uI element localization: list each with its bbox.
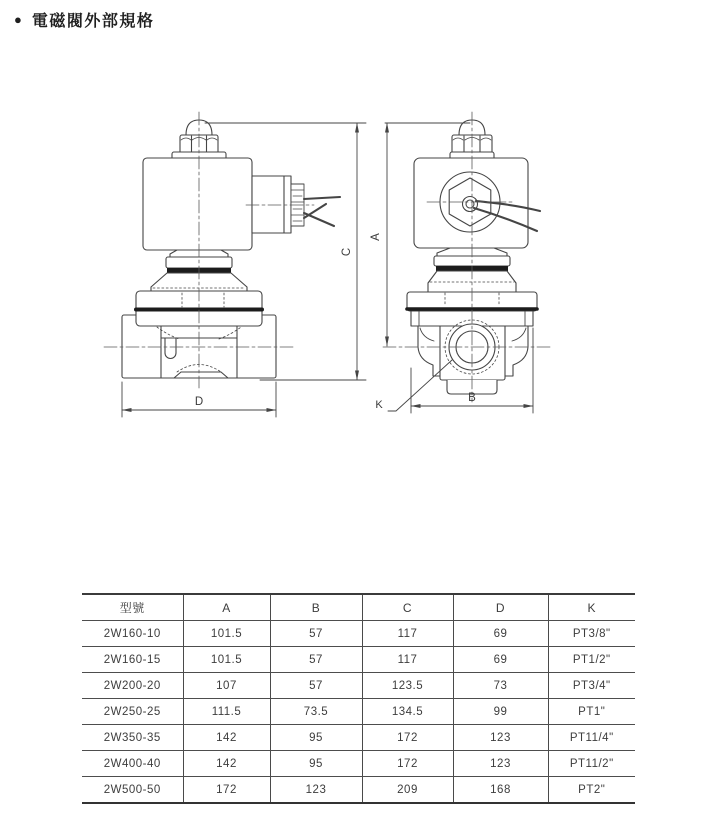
front-view	[370, 112, 552, 413]
table-cell: 123.5	[362, 673, 453, 699]
table-row	[82, 647, 635, 673]
table-row	[82, 751, 635, 777]
table-cell: 172	[362, 751, 453, 777]
table-cell: 111.5	[183, 699, 270, 725]
side-view	[104, 112, 366, 417]
bullet-icon: ●	[14, 12, 22, 27]
table-cell: 73.5	[270, 699, 362, 725]
page-title: 電磁閥外部規格	[31, 13, 155, 30]
table-cell: 57	[270, 673, 362, 699]
table-cell: PT11/4"	[548, 725, 635, 751]
model-cell: 2W350-35	[82, 725, 183, 751]
dim-label-c: C	[341, 247, 353, 257]
cable-connector	[252, 176, 340, 233]
table-row	[82, 725, 635, 751]
model-cell: 2W160-15	[82, 647, 183, 673]
table-cell: PT1"	[548, 699, 635, 725]
table-cell: PT3/8"	[548, 621, 635, 647]
dim-label-b: B	[468, 392, 476, 404]
header-model: 型號	[82, 594, 183, 621]
table-cell: 209	[362, 777, 453, 804]
table-cell: 57	[270, 647, 362, 673]
table-cell: 123	[270, 777, 362, 804]
table-cell: PT2"	[578, 783, 606, 796]
header-a: A	[183, 594, 270, 621]
dim-label-k: K	[375, 399, 383, 411]
table-cell: 99	[453, 699, 548, 725]
table-cell: 172	[183, 777, 270, 804]
table-cell: 101.5	[183, 647, 270, 673]
model-cell: 2W400-40	[82, 751, 183, 777]
table-cell: 117	[362, 647, 453, 673]
table-cell: 142	[183, 751, 270, 777]
table-cell: 73	[453, 673, 548, 699]
table-cell: PT11/2"	[548, 751, 635, 777]
table-cell: 123	[453, 725, 548, 751]
header-d: D	[453, 594, 548, 621]
table-cell: 142	[183, 725, 270, 751]
coil-body	[143, 158, 252, 250]
table-cell: 134.5	[362, 699, 453, 725]
table-cell: 69	[453, 647, 548, 673]
header-c: C	[362, 594, 453, 621]
lead-wires	[304, 197, 340, 226]
table-row	[82, 777, 635, 804]
header-k: K	[548, 594, 635, 621]
table-cell: 172	[362, 725, 453, 751]
table-cell: 101.5	[183, 621, 270, 647]
table-row	[82, 673, 635, 699]
table-row	[82, 699, 635, 725]
dim-label-a: A	[370, 233, 382, 241]
table-cell: 95	[270, 751, 362, 777]
model-cell: 2W500-50	[82, 777, 183, 804]
table-cell: 123	[453, 751, 548, 777]
header-b: B	[270, 594, 362, 621]
table-cell: 69	[453, 621, 548, 647]
table-cell: PT3/4"	[548, 673, 635, 699]
model-cell: 2W250-25	[82, 699, 183, 725]
table-header-row	[82, 594, 635, 621]
table-cell: 95	[270, 725, 362, 751]
table-cell: 107	[183, 673, 270, 699]
table-cell: 168	[453, 777, 548, 804]
table-cell: PT1/2"	[548, 647, 635, 673]
model-cell: 2W160-10	[82, 621, 183, 647]
table-row	[82, 621, 635, 647]
table-cell: 117	[362, 621, 453, 647]
model-cell: 2W200-20	[82, 673, 183, 699]
dim-label-d: D	[194, 396, 204, 408]
table-cell: 57	[270, 621, 362, 647]
dimension-spec-table	[82, 593, 635, 804]
